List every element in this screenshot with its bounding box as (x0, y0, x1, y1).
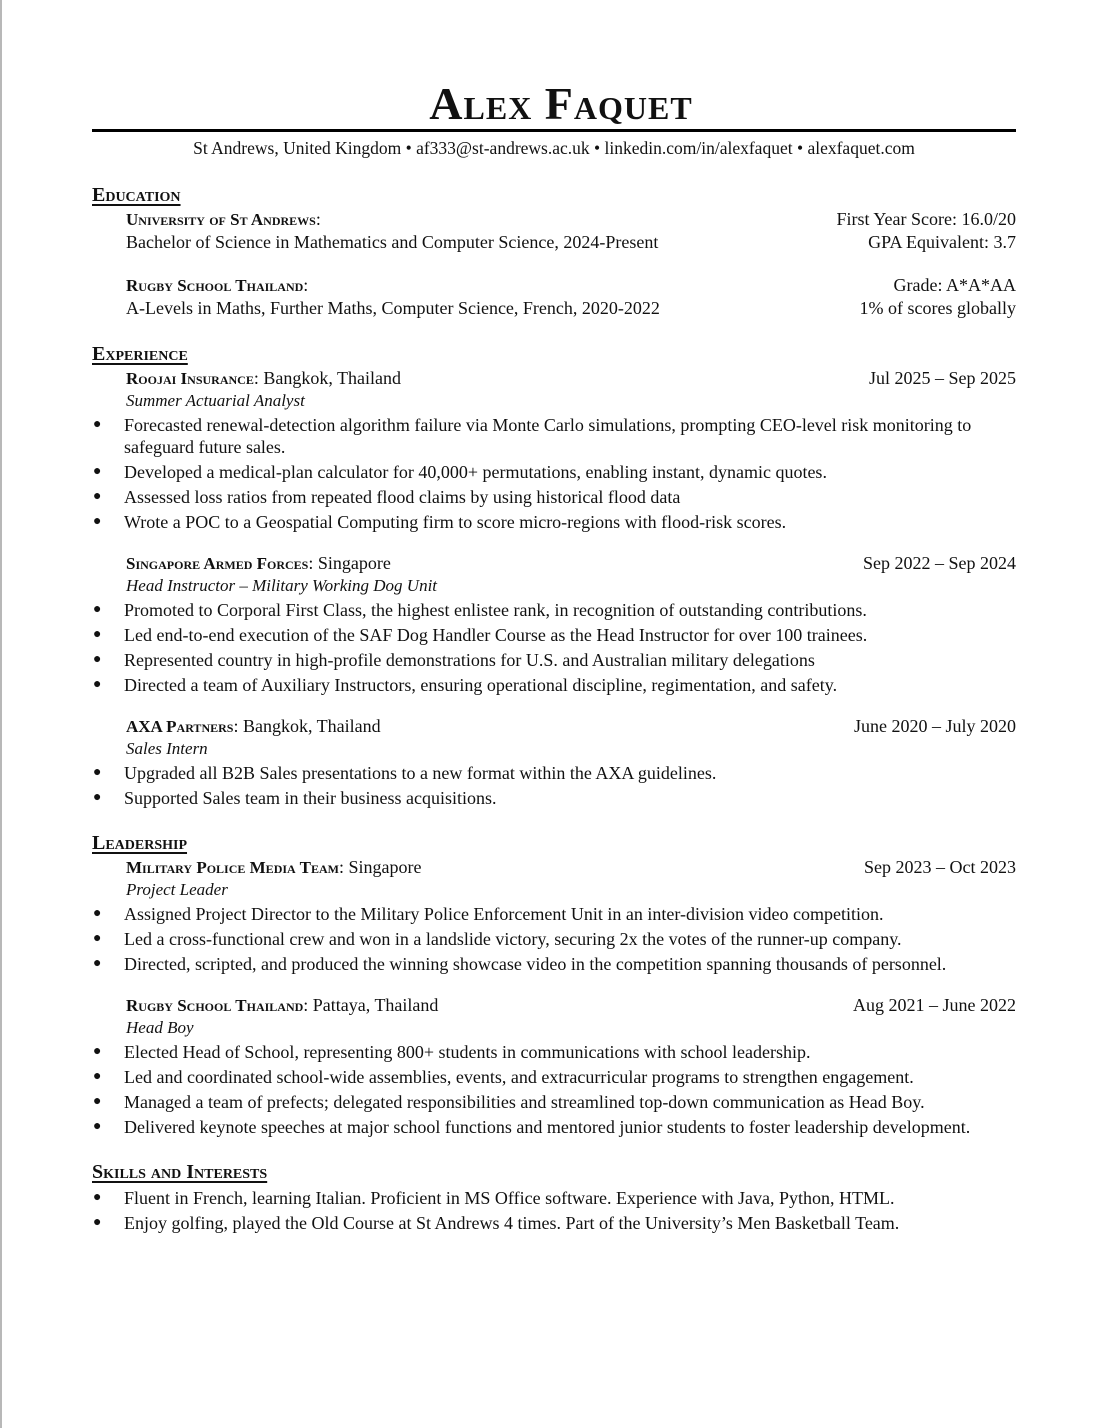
list-item (92, 624, 1016, 646)
list-item (92, 1066, 1016, 1088)
bullet-text: Supported Sales team in their business acquisitions. (124, 788, 497, 808)
list-item (92, 599, 1016, 621)
bullet-list (92, 1041, 1016, 1138)
institution-name: Rugby School Thailand (126, 276, 304, 295)
bullet-icon: ● (93, 1094, 102, 1109)
leadership-section (92, 831, 1016, 1138)
education-score: First Year Score: 16.0/20 (836, 209, 1016, 229)
list-item (92, 787, 1016, 809)
bullet-text: Assigned Project Director to the Military Police Enforcement Unit in an inter-division video competition. (124, 904, 884, 924)
role-title: Project Leader (126, 880, 228, 899)
degree-line: Bachelor of Science in Mathematics and Computer Science, 2024-Present (126, 232, 659, 252)
list-item (92, 762, 1016, 784)
list-item (92, 953, 1016, 975)
bullet-icon: ● (93, 790, 102, 805)
organization-name: Singapore Armed Forces (126, 554, 309, 573)
organization-location: : Singapore (338, 857, 422, 877)
bullet-icon: ● (93, 417, 102, 432)
leadership-entry (92, 994, 1016, 1039)
bullet-text: Promoted to Corporal First Class, the highest enlistee rank, in recognition of outstanding contributions. (124, 600, 867, 620)
bullet-text: Directed a team of Auxiliary Instructors, ensuring operational discipline, regimentation, and safety. (124, 675, 838, 695)
entry-dates: Sep 2022 – Sep 2024 (863, 553, 1016, 573)
bullet-text: Forecasted renewal-detection algorithm failure via Monte Carlo simulations, prompting CEO-level risk monitoring to safeguard future sales. (124, 415, 972, 457)
education-entry (92, 208, 1016, 254)
education-percentile: 1% of scores globally (859, 298, 1016, 318)
bullet-icon: ● (93, 464, 102, 479)
bullet-list (92, 762, 1016, 809)
role-title: Summer Actuarial Analyst (126, 391, 305, 410)
bullet-text: Directed, scripted, and produced the winning showcase video in the competition spanning thousands of personnel. (124, 954, 947, 974)
bullet-icon: ● (93, 1190, 102, 1205)
bullet-list (92, 1187, 1016, 1234)
skills-section (92, 1160, 1016, 1234)
bullet-icon: ● (93, 514, 102, 529)
education-row-2 (126, 297, 1016, 320)
role-title: Head Instructor – Military Working Dog Unit (126, 576, 438, 595)
degree-line: A-Levels in Maths, Further Maths, Computer Science, French, 2020-2022 (126, 298, 660, 318)
organization-name: Rugby School Thailand (126, 996, 304, 1015)
experience-section (92, 342, 1016, 809)
entry-header (126, 856, 1016, 879)
bullet-list (92, 414, 1016, 533)
organization-location: : Bangkok, Thailand (253, 368, 401, 388)
bullet-icon: ● (93, 1044, 102, 1059)
bullet-list (92, 903, 1016, 975)
bullet-text: Represented country in high-profile demonstrations for U.S. and Australian military delegations (124, 650, 815, 670)
education-row-1 (126, 274, 1016, 297)
bullet-text: Enjoy golfing, played the Old Course at St Andrews 4 times. Part of the University’s Men Basketball Team. (124, 1213, 900, 1233)
section-title-skills: Skills and Interests (92, 1161, 268, 1183)
list-item (92, 1116, 1016, 1138)
list-item (92, 486, 1016, 508)
education-row-2 (126, 231, 1016, 254)
bullet-text: Delivered keynote speeches at major school functions and mentored junior students to foster leadership development. (124, 1117, 971, 1137)
bullet-icon: ● (93, 956, 102, 971)
entry-dates: Sep 2023 – Oct 2023 (864, 857, 1016, 877)
entry-header (126, 994, 1016, 1017)
bullet-text: Developed a medical-plan calculator for 40,000+ permutations, enabling instant, dynamic quotes. (124, 462, 827, 482)
resume-page (92, 78, 1016, 1237)
list-item (92, 414, 1016, 458)
list-item (92, 649, 1016, 671)
bullet-text: Managed a team of prefects; delegated responsibilities and streamlined top-down communication as Head Boy. (124, 1092, 925, 1112)
bullet-text: Assessed loss ratios from repeated flood claims by using historical flood data (124, 487, 681, 507)
list-item (92, 511, 1016, 533)
entry-dates: Jul 2025 – Sep 2025 (868, 368, 1016, 388)
bullet-text: Led end-to-end execution of the SAF Dog Handler Course as the Head Instructor for over 100 trainees. (124, 625, 868, 645)
list-item (92, 1041, 1016, 1063)
list-item (92, 1091, 1016, 1113)
section-title-education: Education (92, 184, 181, 206)
institution-suffix: : (303, 275, 309, 295)
bullet-icon: ● (93, 652, 102, 667)
education-gpa: GPA Equivalent: 3.7 (868, 232, 1016, 252)
education-entry (92, 274, 1016, 320)
organization-location: : Pattaya, Thailand (303, 995, 439, 1015)
bullet-icon: ● (93, 1215, 102, 1230)
list-item (92, 903, 1016, 925)
list-item (92, 461, 1016, 483)
section-title-leadership: Leadership (92, 832, 188, 854)
institution-name: University of St Andrews (126, 210, 316, 229)
organization-name: AXA Partners (126, 717, 234, 736)
entry-header (126, 367, 1016, 390)
bullet-icon: ● (93, 931, 102, 946)
institution-suffix: : (315, 209, 321, 229)
bullet-list (92, 599, 1016, 696)
experience-entry (92, 552, 1016, 597)
list-item (92, 928, 1016, 950)
resume-name: Alex Faquet (429, 78, 693, 129)
bullet-text: Led and coordinated school-wide assemblies, events, and extracurricular programs to strengthen engagement. (124, 1067, 914, 1087)
list-item (92, 674, 1016, 696)
list-item (92, 1187, 1016, 1209)
experience-entry (92, 715, 1016, 760)
entry-dates: Aug 2021 – June 2022 (853, 995, 1016, 1015)
list-item (92, 1212, 1016, 1234)
page-left-border (0, 0, 2, 1428)
organization-name: Roojai Insurance (126, 369, 254, 388)
leadership-entry (92, 856, 1016, 901)
section-title-experience: Experience (92, 343, 188, 365)
education-section (92, 183, 1016, 320)
contact-line: St Andrews, United Kingdom • af333@st-andrews.ac.uk • linkedin.com/in/alexfaquet • alexfaquet.com (193, 138, 915, 158)
entry-header (126, 715, 1016, 738)
bullet-icon: ● (93, 489, 102, 504)
organization-location: : Bangkok, Thailand (233, 716, 381, 736)
entry-dates: June 2020 – July 2020 (854, 716, 1016, 736)
bullet-icon: ● (93, 765, 102, 780)
experience-entry (92, 367, 1016, 412)
bullet-icon: ● (93, 1119, 102, 1134)
bullet-text: Led a cross-functional crew and won in a landslide victory, securing 2x the votes of the runner-up company. (124, 929, 902, 949)
entry-header (126, 552, 1016, 575)
bullet-icon: ● (93, 602, 102, 617)
bullet-icon: ● (93, 906, 102, 921)
education-grade: Grade: A*A*AA (893, 275, 1016, 295)
organization-location: : Singapore (308, 553, 391, 573)
education-row-1 (126, 208, 1016, 231)
role-title: Head Boy (126, 1018, 194, 1037)
bullet-text: Wrote a POC to a Geospatial Computing firm to score micro-regions with flood-risk scores. (124, 512, 787, 532)
bullet-icon: ● (93, 677, 102, 692)
organization-name: Military Police Media Team (126, 858, 339, 877)
bullet-text: Elected Head of School, representing 800+ students in communications with school leadership. (124, 1042, 811, 1062)
bullet-text: Fluent in French, learning Italian. Proficient in MS Office software. Experience with Java, Python, HTML. (124, 1188, 895, 1208)
bullet-text: Upgraded all B2B Sales presentations to a new format within the AXA guidelines. (124, 763, 717, 783)
bullet-icon: ● (93, 1069, 102, 1084)
bullet-icon: ● (93, 627, 102, 642)
role-title: Sales Intern (126, 739, 208, 758)
